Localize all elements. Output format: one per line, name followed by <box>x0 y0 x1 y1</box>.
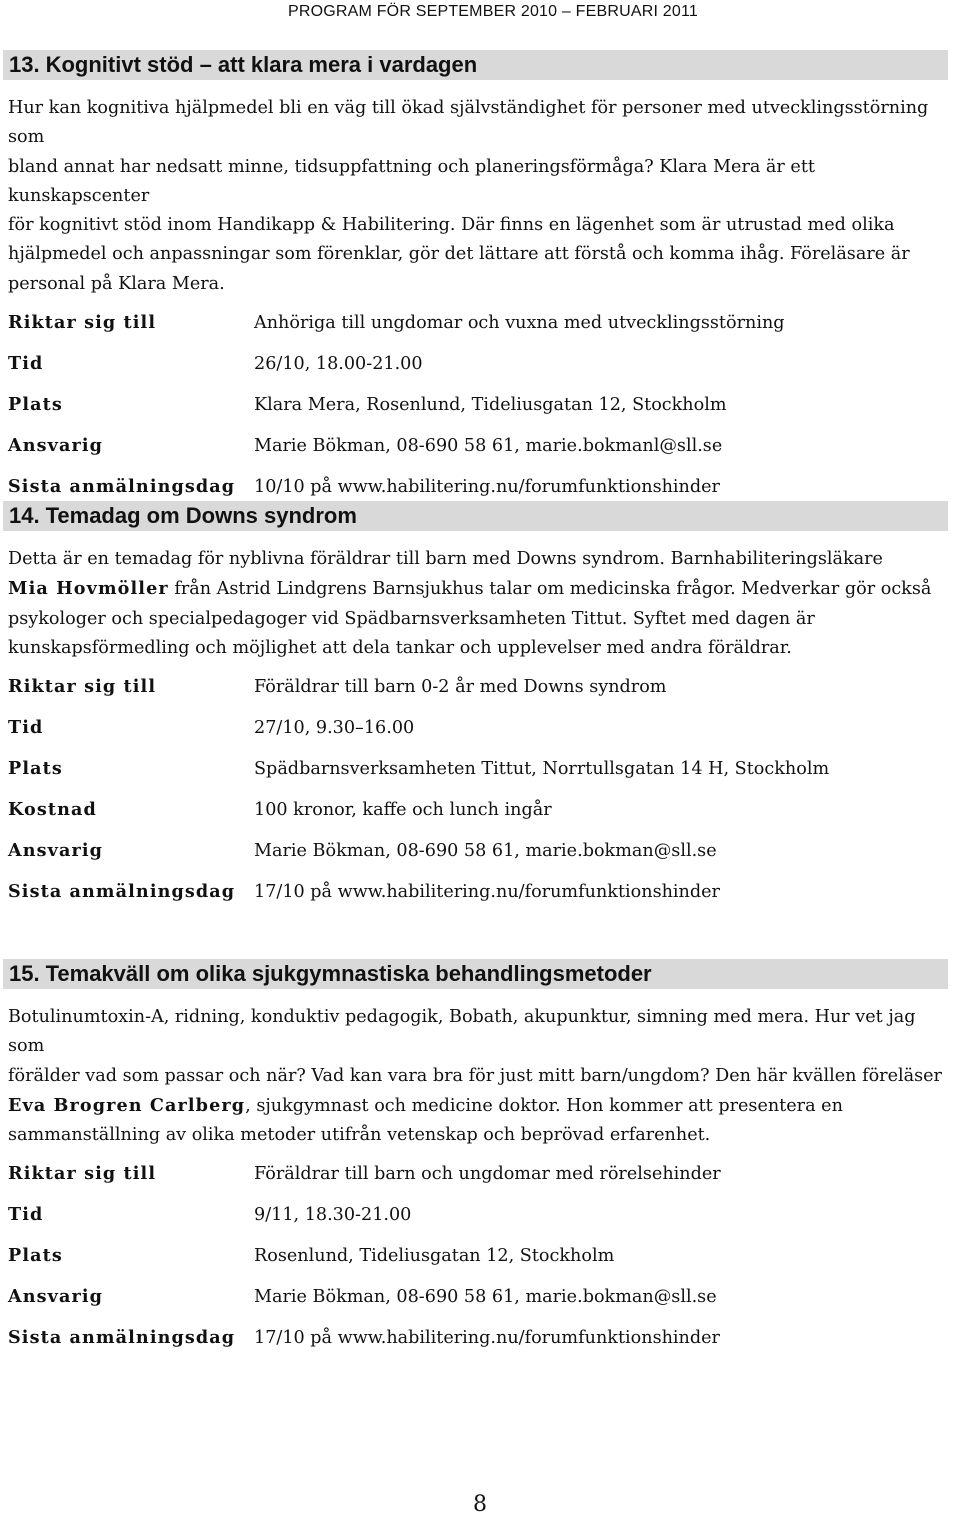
info-value: 17/10 på www.habilitering.nu/forumfunktionshinder <box>254 1328 720 1349</box>
info-value: Spädbarnsverksamheten Tittut, Norrtullsgatan 14 H, Stockholm <box>254 759 830 780</box>
info-row-place <box>8 1244 960 1285</box>
info-table <box>8 1162 960 1367</box>
speaker-name: Mia Hovmöller <box>8 578 169 600</box>
section-heading <box>3 501 948 531</box>
info-table <box>8 311 960 516</box>
info-value: Rosenlund, Tideliusgatan 12, Stockholm <box>254 1246 615 1267</box>
info-value: 27/10, 9.30–16.00 <box>254 718 415 739</box>
section-number: 14. <box>9 503 40 528</box>
info-label: Sista anmälningsdag <box>8 881 236 903</box>
info-value: Anhöriga till ungdomar och vuxna med utvecklingsstörning <box>254 313 785 334</box>
info-row-target <box>8 1162 960 1203</box>
info-label: Plats <box>8 394 63 416</box>
info-row-deadline <box>8 880 960 921</box>
info-row-place <box>8 757 960 798</box>
info-value: Marie Bökman, 08-690 58 61, marie.bokmanl@sll.se <box>254 436 723 457</box>
info-row-place <box>8 393 960 434</box>
intro-line: personal på Klara Mera. <box>8 273 225 294</box>
info-label: Tid <box>8 353 44 375</box>
section-number: 15. <box>9 961 40 986</box>
info-value: Föräldrar till barn 0-2 år med Downs syndrom <box>254 677 667 698</box>
intro-text: från Astrid Lindgrens Barnsjukhus talar om medicinska frågor. Medverkar gör också <box>168 579 932 600</box>
section-title: Temadag om Downs syndrom <box>45 503 357 528</box>
info-value: Marie Bökman, 08-690 58 61, marie.bokman@sll.se <box>254 1287 717 1308</box>
info-table <box>8 675 960 921</box>
running-header: PROGRAM FÖR SEPTEMBER 2010 – FEBRUARI 2011 <box>287 3 698 20</box>
info-value: Marie Bökman, 08-690 58 61, marie.bokman@sll.se <box>254 841 717 862</box>
info-row-target <box>8 311 960 352</box>
info-row-time <box>8 1203 960 1244</box>
speaker-name: Eva Brogren Carlberg <box>8 1094 246 1116</box>
intro-line: psykologer och specialpedagoger vid Spädbarnsverksamheten Tittut. Syftet med dagen är <box>8 608 815 629</box>
info-value: 100 kronor, kaffe och lunch ingår <box>254 800 552 821</box>
info-label: Sista anmälningsdag <box>8 1327 236 1349</box>
section-title: Kognitivt stöd – att klara mera i vardagen <box>45 52 478 77</box>
intro-line: kunskapsförmedling och möjlighet att dela tankar och upplevelser med andra föräldrar. <box>8 637 792 658</box>
info-row-cost <box>8 798 960 839</box>
info-label: Tid <box>8 1204 44 1226</box>
info-label: Riktar sig till <box>8 676 157 698</box>
info-row-time <box>8 716 960 757</box>
info-label: Kostnad <box>8 799 97 821</box>
intro-line: förälder vad som passar och när? Vad kan vara bra för just mitt barn/ungdom? Den här kvällen föreläser <box>8 1065 942 1086</box>
intro-line: Hur kan kognitiva hjälpmedel bli en väg till ökad självständighet för personer med utvecklingsstörning som <box>8 98 929 148</box>
info-row-responsible <box>8 434 960 475</box>
info-value: 10/10 på www.habilitering.nu/forumfunktionshinder <box>254 477 720 498</box>
info-label: Ansvarig <box>8 1286 104 1308</box>
section-14 <box>0 501 960 921</box>
info-value: 9/11, 18.30-21.00 <box>254 1205 412 1226</box>
info-value: Föräldrar till barn och ungdomar med rörelsehinder <box>254 1164 721 1185</box>
intro-line <box>8 574 948 604</box>
intro-line: för kognitivt stöd inom Handikapp & Habilitering. Där finns en lägenhet som är utrustad med olika <box>8 215 895 236</box>
section-intro <box>8 94 948 299</box>
info-label: Riktar sig till <box>8 312 157 334</box>
intro-line: Botulinumtoxin-A, ridning, konduktiv pedagogik, Bobath, akupunktur, simning med mera. Hur vet jag som <box>8 1007 916 1057</box>
info-label: Ansvarig <box>8 840 104 862</box>
info-row-deadline <box>8 1326 960 1367</box>
intro-line: sammanställning av olika metoder utifrån vetenskap och beprövad erfarenhet. <box>8 1125 711 1146</box>
section-intro <box>8 545 948 663</box>
info-row-target <box>8 675 960 716</box>
info-label: Plats <box>8 758 63 780</box>
intro-line: bland annat har nedsatt minne, tidsuppfattning och planeringsförmåga? Klara Mera är ett kunskapscenter <box>8 156 815 206</box>
intro-text: , sjukgymnast och medicine doktor. Hon kommer att presentera en <box>245 1095 843 1116</box>
info-value: Klara Mera, Rosenlund, Tideliusgatan 12, Stockholm <box>254 395 727 416</box>
intro-line: Detta är en temadag för nyblivna föräldrar till barn med Downs syndrom. Barnhabiliteringsläkare <box>8 549 883 569</box>
section-title: Temakväll om olika sjukgymnastiska behandlingsmetoder <box>45 961 652 986</box>
section-15 <box>0 959 960 1367</box>
info-label: Ansvarig <box>8 435 104 457</box>
intro-line: hjälpmedel och anpassningar som förenklar, gör det lättare att förstå och komma ihåg. Föreläsare är <box>8 244 910 265</box>
info-value: 17/10 på www.habilitering.nu/forumfunktionshinder <box>254 882 720 903</box>
info-label: Plats <box>8 1245 63 1267</box>
section-13 <box>0 50 960 516</box>
info-row-time <box>8 352 960 393</box>
info-row-responsible <box>8 839 960 880</box>
info-value: 26/10, 18.00-21.00 <box>254 354 423 375</box>
section-number: 13. <box>9 52 40 77</box>
section-heading <box>3 50 948 80</box>
info-row-responsible <box>8 1285 960 1326</box>
intro-line <box>8 1091 948 1121</box>
info-label: Tid <box>8 717 44 739</box>
section-heading <box>3 959 948 989</box>
page-number: 8 <box>473 1492 487 1517</box>
info-label: Riktar sig till <box>8 1163 157 1185</box>
section-intro <box>8 1003 948 1150</box>
info-label: Sista anmälningsdag <box>8 476 236 498</box>
